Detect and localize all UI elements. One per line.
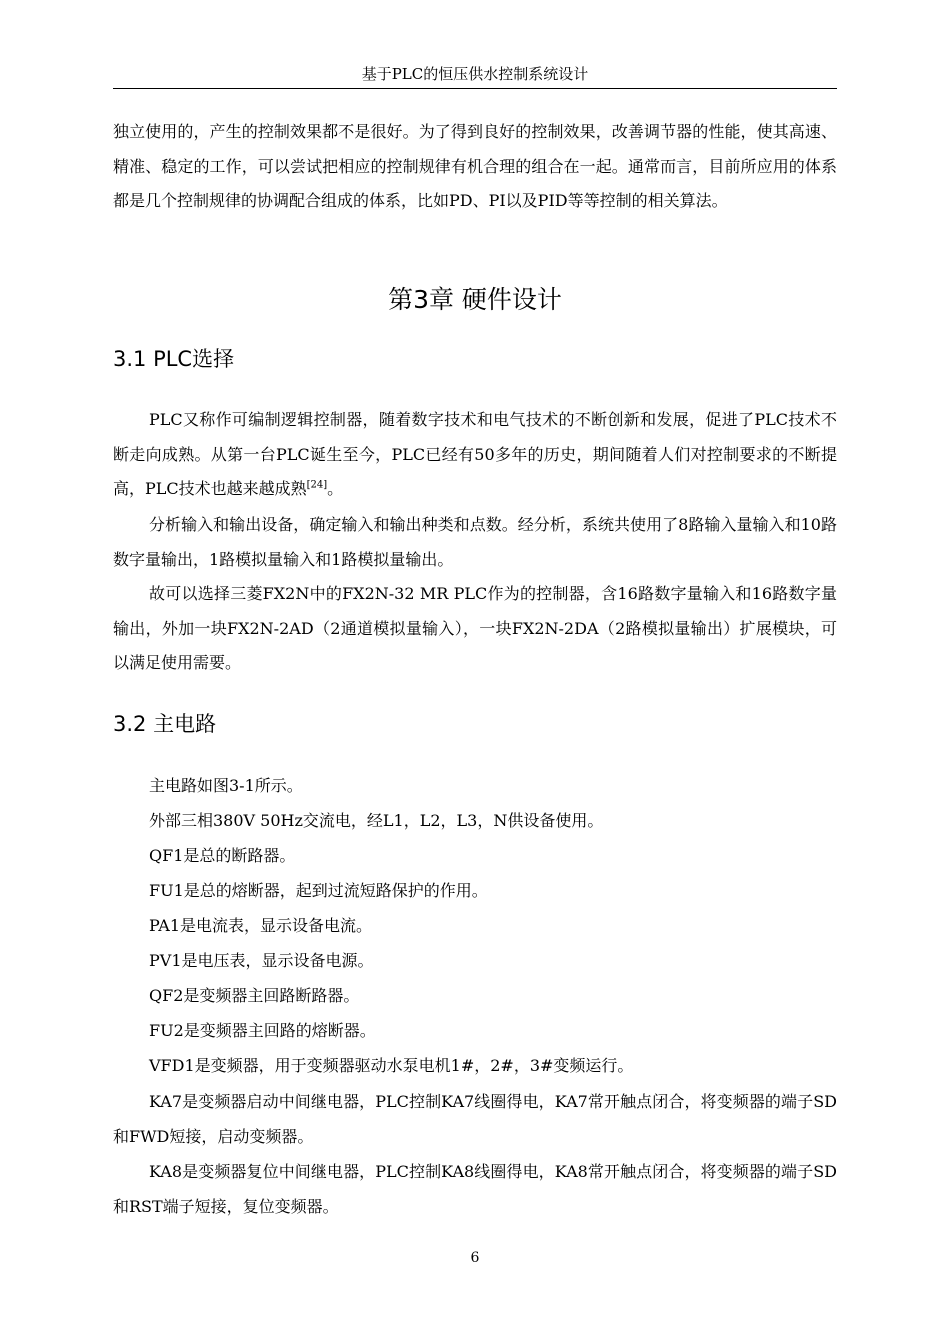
- main-circuit-line: VFD1是变频器，用于变频器驱动水泵电机1#，2#，3#变频运行。: [149, 1056, 634, 1075]
- main-circuit-line: FU1是总的熔断器，起到过流短路保护的作用。: [149, 881, 488, 900]
- paragraph-io-analysis: 分析输入和输出设备，确定输入和输出种类和点数。经分析，系统共使用了8路输入量输入和10路数字量输出，1路模拟量输入和1路模拟量输出。: [113, 515, 837, 569]
- main-circuit-line: QF1是总的断路器。: [149, 846, 296, 865]
- paragraph-plc-intro-text: PLC又称作可编制逻辑控制器，随着数字技术和电气技术的不断创新和发展，促进了PLC技术不断走向成熟。从第一台PLC诞生至今，PLC已经有50多年的历史，期间随着人们对控制要求的不断提高，PLC技术也越来越成熟: [113, 410, 837, 498]
- main-circuit-line: PV1是电压表，显示设备电源。: [149, 951, 374, 970]
- header-rule: [113, 88, 837, 89]
- main-circuit-line: FU2是变频器主回路的熔断器。: [149, 1021, 376, 1040]
- paragraph-plc-intro-end: 。: [327, 479, 344, 498]
- section-heading-3-1: 3.1 PLC选择: [113, 347, 235, 371]
- section-heading-3-2: 3.2 主电路: [113, 712, 217, 736]
- paragraph-plc-intro: [113, 403, 837, 507]
- main-circuit-line: QF2是变频器主回路断路器。: [149, 986, 360, 1005]
- main-circuit-line: 外部三相380V 50Hz交流电，经L1，L2，L3，N供设备使用。: [149, 811, 604, 830]
- paragraph-ka7: KA7是变频器启动中间继电器，PLC控制KA7线圈得电，KA7常开触点闭合，将变频器的端子SD和FWD短接，启动变频器。: [113, 1092, 837, 1146]
- citation-24: [24]: [306, 479, 328, 491]
- intro-paragraph: 独立使用的，产生的控制效果都不是很好。为了得到良好的控制效果，改善调节器的性能，使其高速、精准、稳定的工作，可以尝试把相应的控制规律有机合理的组合在一起。通常而言，目前所应用的体系都是几个控制规律的协调配合组成的体系，比如PD、PI以及PID等等控制的相关算法。: [113, 122, 837, 210]
- main-circuit-line: PA1是电流表，显示设备电流。: [149, 916, 373, 935]
- page-number: 6: [470, 1250, 480, 1266]
- chapter-title: 第3章 硬件设计: [388, 285, 562, 314]
- paragraph-ka8: KA8是变频器复位中间继电器，PLC控制KA8线圈得电，KA8常开触点闭合，将变频器的端子SD和RST端子短接，复位变频器。: [113, 1162, 837, 1216]
- main-circuit-line: 主电路如图3-1所示。: [149, 776, 303, 795]
- paragraph-plc-selection: 故可以选择三菱FX2N中的FX2N-32 MR PLC作为的控制器，含16路数字量输入和16路数字量输出，外加一块FX2N-2AD（2通道模拟量输入），一块FX2N-2DA（2路模拟量输出）扩展模块，可以满足使用需要。: [113, 584, 837, 672]
- running-header: 基于PLC的恒压供水控制系统设计: [361, 65, 589, 83]
